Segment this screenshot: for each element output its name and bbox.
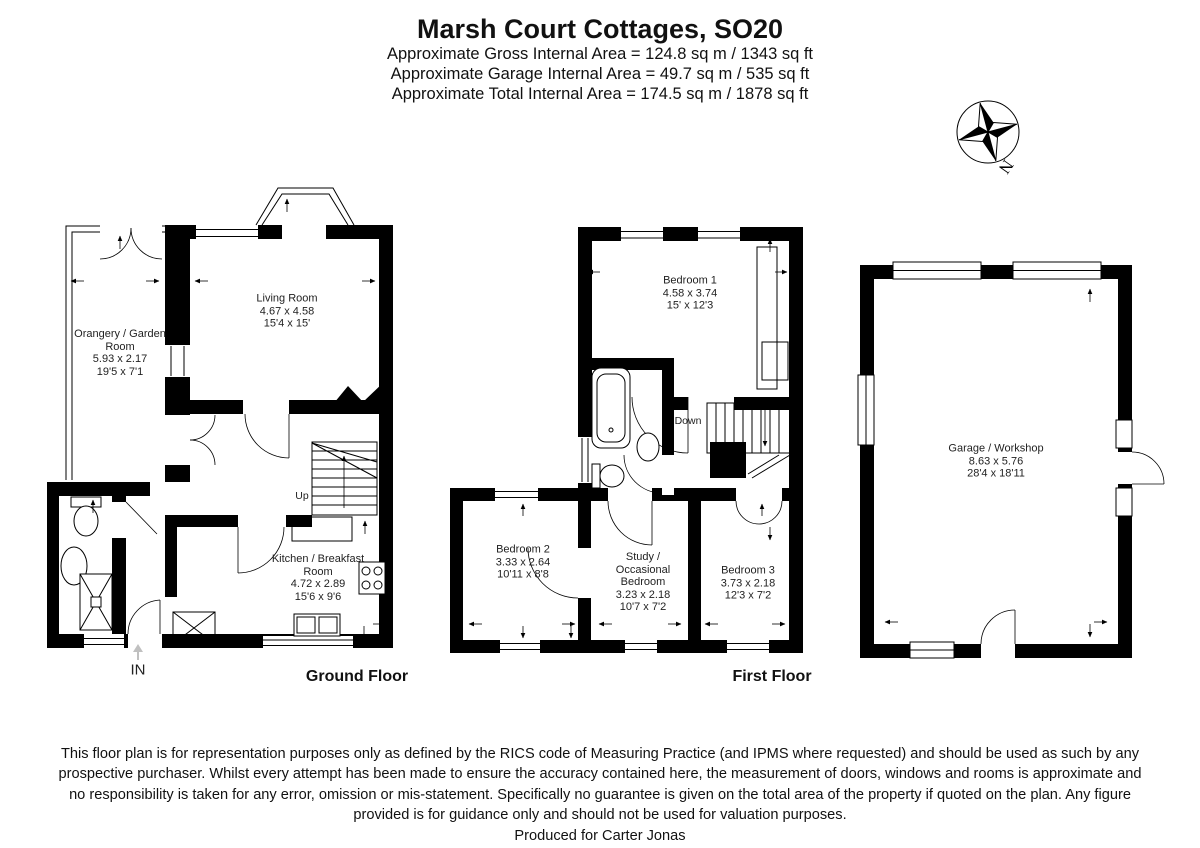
room-label-living-room bbox=[232, 292, 342, 330]
room-dims-imperial: 19'5 x 7'1 bbox=[96, 365, 144, 378]
room-label-bedroom1 bbox=[645, 274, 735, 312]
room-label-bedroom2 bbox=[478, 543, 568, 581]
room-name: Study / Occasional Bedroom bbox=[615, 550, 671, 588]
compass-icon bbox=[957, 101, 1019, 177]
door-arc bbox=[736, 501, 759, 524]
door-opening bbox=[981, 644, 1015, 658]
window bbox=[84, 634, 124, 648]
room-label-kitchen bbox=[262, 553, 374, 603]
window bbox=[1116, 420, 1132, 448]
door-arc bbox=[759, 501, 782, 524]
door-opening bbox=[112, 502, 126, 538]
door-opening bbox=[662, 455, 674, 495]
room-name: Bedroom 1 bbox=[663, 274, 717, 287]
room-name: Living Room bbox=[256, 292, 318, 305]
room-dims-metric: 3.33 x 2.64 bbox=[495, 555, 551, 568]
door-arc bbox=[245, 414, 289, 458]
ground-floor-doors bbox=[100, 228, 289, 634]
window bbox=[1116, 488, 1132, 516]
window bbox=[165, 345, 190, 377]
door-arc bbox=[624, 455, 662, 493]
door-leaf bbox=[126, 502, 157, 534]
door-opening bbox=[578, 548, 591, 598]
window bbox=[495, 488, 538, 501]
window bbox=[727, 640, 769, 653]
room-dims-imperial: 15'4 x 15' bbox=[263, 317, 311, 330]
room-dims-metric: 4.58 x 3.74 bbox=[662, 286, 718, 299]
door-arc bbox=[981, 610, 1015, 644]
room-name: Orangery / Garden Room bbox=[74, 328, 166, 353]
first-floor-title: First Floor bbox=[732, 668, 812, 685]
disclaimer-text: This floor plan is for representation purposes only as defined by the RICS code of Measuring Practice (and IPMS where requested) and should be used as such by any prospective purchaser. Whilst every attempt has been made to ensure the accuracy contained here, the measurement of doors, windows and rooms is approximate and no responsibility is taken for any error, omission or mis-statement. Specifically no guarantee is given on the total area of the property if quoted on the plan. Any figure provided is for guidance only and should not be used for valuation purposes. bbox=[58, 746, 1142, 824]
door-opening bbox=[243, 400, 289, 414]
room-dims-metric: 3.23 x 2.18 bbox=[615, 588, 671, 601]
room-label-study bbox=[602, 551, 684, 614]
room-label-bedroom3 bbox=[701, 564, 796, 602]
room-dims-imperial: 10'7 x 7'2 bbox=[619, 600, 667, 613]
sink-icon bbox=[637, 433, 659, 461]
entrance-door-opening bbox=[128, 634, 162, 648]
bathroom-fixtures bbox=[61, 497, 112, 630]
toilet-icon bbox=[600, 465, 624, 487]
door-opening bbox=[165, 415, 190, 465]
chimney-breast bbox=[325, 382, 393, 414]
garage-doors bbox=[981, 452, 1164, 644]
room-dims-metric: 3.73 x 2.18 bbox=[720, 576, 776, 589]
room-name: Bedroom 2 bbox=[496, 543, 550, 556]
toilet-icon bbox=[74, 506, 98, 536]
door-opening bbox=[736, 488, 782, 501]
room-dims-imperial: 28'4 x 18'11 bbox=[967, 467, 1025, 480]
door-arc bbox=[1132, 452, 1164, 484]
staircase-up bbox=[312, 442, 377, 515]
room-dims-imperial: 15'6 x 9'6 bbox=[294, 590, 342, 603]
door-arc bbox=[100, 228, 131, 259]
door-arc bbox=[128, 600, 160, 634]
ground-floor-title: Ground Floor bbox=[305, 668, 409, 685]
door-opening bbox=[1117, 452, 1132, 484]
bay-window bbox=[256, 188, 354, 225]
room-label-garage bbox=[926, 442, 1066, 480]
door-arc bbox=[190, 415, 215, 440]
room-dims-metric: 4.72 x 2.89 bbox=[290, 578, 346, 590]
room-dims-imperial: 10'11 x 8'8 bbox=[497, 568, 549, 581]
gross-area-line: Approximate Gross Internal Area = 124.8 sq m / 1343 sq ft bbox=[386, 45, 814, 63]
door-arc bbox=[131, 228, 162, 259]
window bbox=[625, 640, 657, 653]
room-dims-imperial: 12'3 x 7'2 bbox=[724, 589, 772, 602]
window bbox=[263, 636, 353, 648]
room-name: Kitchen / Breakfast Room bbox=[271, 553, 365, 578]
door-opening bbox=[608, 488, 652, 501]
window bbox=[500, 640, 540, 653]
bathroom-fixtures-first bbox=[592, 368, 659, 488]
wardrobe bbox=[757, 247, 788, 389]
window bbox=[578, 437, 592, 483]
room-dims-metric: 8.63 x 5.76 bbox=[968, 454, 1024, 467]
footer bbox=[58, 744, 1142, 846]
entrance-in-label: IN bbox=[130, 661, 146, 679]
window bbox=[621, 227, 663, 241]
garage-area-line: Approximate Garage Internal Area = 49.7 sq m / 535 sq ft bbox=[390, 65, 810, 83]
room-label-orangery bbox=[74, 328, 166, 378]
stairs-down-label: Down bbox=[674, 415, 702, 427]
room-name: Bedroom 3 bbox=[721, 564, 775, 577]
toilet-icon bbox=[592, 464, 600, 488]
door-arc bbox=[190, 440, 215, 465]
bay-opening bbox=[282, 225, 326, 239]
room-dims-metric: 5.93 x 2.17 bbox=[92, 353, 148, 365]
total-area-line: Approximate Total Internal Area = 174.5 sq m / 1878 sq ft bbox=[391, 85, 809, 103]
produced-for-text: Produced for Carter Jonas bbox=[514, 827, 686, 844]
room-dims-metric: 4.67 x 4.58 bbox=[259, 304, 315, 317]
window bbox=[698, 227, 740, 241]
compass-needle bbox=[959, 103, 1017, 161]
room-name: Garage / Workshop bbox=[948, 442, 1044, 455]
room-dims-imperial: 15' x 12'3 bbox=[666, 299, 714, 312]
stairs-up-label: Up bbox=[295, 490, 309, 502]
compass-north-label: N bbox=[994, 156, 1018, 178]
door-arc bbox=[608, 501, 652, 545]
page-title: Marsh Court Cottages, SO20 bbox=[416, 14, 784, 44]
door-opening bbox=[238, 515, 286, 527]
